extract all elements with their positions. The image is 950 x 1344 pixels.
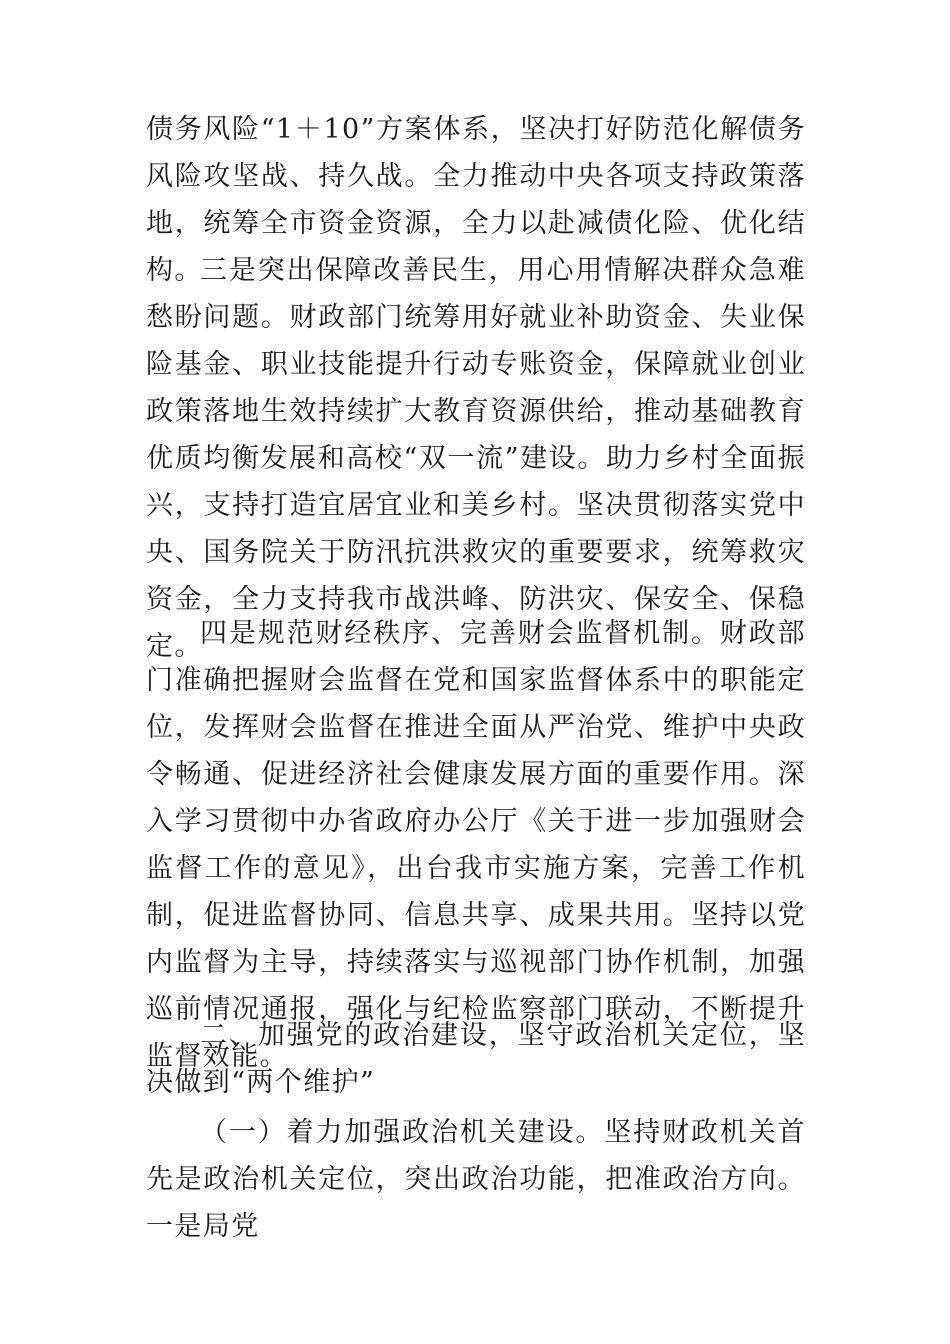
section-heading-political-building: 二、加强党的政治建设，坚守政治机关定位，坚决做到“两个维护” [146, 1020, 806, 1098]
subsection-political-organ: （一）着力加强政治机关建设。坚持财政机关首先是政治机关定位，突出政治功能，把准政治方向。一是局党 [146, 1117, 806, 1242]
paragraph-debt-risk: 债务风险“1＋10”方案体系，坚决打好防范化解债务风险攻坚战、持久战。全力推动中央各项支持政策落地，统筹全市资金资源，全力以赴减债化险、优化结构。 [146, 114, 806, 286]
paragraph-financial-supervision: 四是规范财经秩序、完善财会监督机制。财政部门准确把握财会监督在党和国家监督体系中的职能定位，发挥财会监督在推进全面从严治党、维护中央政令畅通、促进经济社会健康发展方面的重要作用。深入学习贯彻中办省政府办公厅《关于进一步加强财会监督工作的意见》，出台我市实施方案，完善工作机制，促进监督协同、信息共享、成果共用。坚持以党内监督为主导，持续落实与巡视部门协作机制，加强巡前情况通报，强化与纪检监察部门联动，不断提升监督效能。 [146, 618, 806, 1072]
paragraph-livelihood: 三是突出保障改善民生，用心用情解决群众急难愁盼问题。财政部门统筹用好就业补助资金、失业保险基金、职业技能提升行动专账资金，保障就业创业政策落地生效持续扩大教育资源供给，推动基础教育优质均衡发展和高校“双一流”建设。助力乡村全面振兴，支持打造宜居宜业和美乡村。坚决贯彻落实党中央、国务院关于防汛抗洪救灾的重要要求，统筹救灾资金，全力支持我市战洪峰、防洪灾、保安全、保稳定。 [146, 255, 806, 662]
